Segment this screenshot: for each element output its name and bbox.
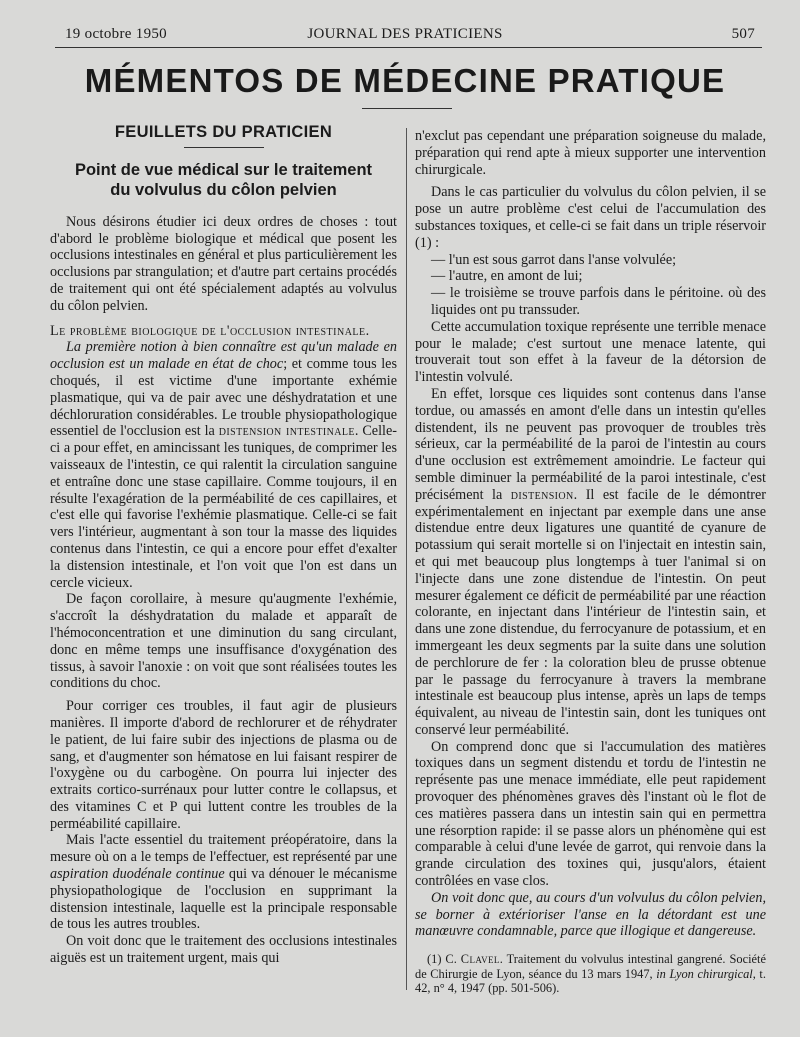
header-page-number: 507 xyxy=(731,26,755,42)
paragraph: Pour corriger ces troubles, il faut agir de plusieurs manières. Il importe d'abord de rechlorurer et de réhydrater le patient, de lui faire subir des injections de plasma ou de sang, et d'augmenter son hématose en lui faisant respirer de l'oxygène ou du carbogène. On pourra lui injecter des extraits cortico-surrénaux pour lutter contre le collapsus, et des vitamines C et P qui luttent contre les troubles de la perméabilité capillaire. xyxy=(50,698,397,832)
footnote-journal: in Lyon chirurgical xyxy=(656,966,753,981)
small-caps-text: distension xyxy=(510,486,574,503)
section-rule xyxy=(184,147,264,148)
paragraph xyxy=(50,339,397,591)
italic-text: La première notion à bien connaître est qu'un malade en occlusion est un malade en état de choc xyxy=(50,339,397,373)
footnote-text: (1) C. xyxy=(427,952,461,967)
paragraph: On voit donc que le traitement des occlusions intestinales aiguës est un traitement urgent, mais qui xyxy=(50,933,397,967)
footnote-text: . Traitement du volvulus intestinal gangrené. Société de Chirurgie de Lyon, séance du 13 mars 1947, xyxy=(415,952,766,981)
article-title-line-2: du volvulus du côlon pelvien xyxy=(110,180,337,199)
footnote-author: Clavel xyxy=(460,952,500,967)
section-title: FEUILLETS DU PRATICIEN xyxy=(114,123,333,141)
list-item: — l'autre, en amont de lui; xyxy=(431,268,583,285)
article-title-line-1: Point de vue médical sur le traitement xyxy=(74,160,373,179)
paragraph-text: ; et comme tous les choqués, il est victime d'une importante exhémie plasmatique, qui va de pair avec une déshydratation et une déchloruration considérables. Le trouble physiopathologique essentiel de l'occlusion est la xyxy=(50,356,397,440)
paragraph: Dans le cas particulier du volvulus du côlon pelvien, il se pose un autre problème c'est celui de l'accumulation des substances toxiques, et celle-ci se fait dans un triple réservoir (1) : xyxy=(415,184,766,251)
paragraph: On comprend donc que si l'accumulation des matières toxiques dans un segment distendu et tordu de l'intestin ne représente pas une menace immédiate, elle peut rapidement provoquer des phénomènes graves dès l'instant où le flot de ces matières passera dans un intestin sain qui en permettra une résorption rapide: il se passe alors un phénomène qui est comparable à celui d'une levée de garrot, qui renvoie dans la grande circulation des toxines qui, jusqu'alors, étaient contrôlées en vase clos. xyxy=(415,738,766,890)
article-title xyxy=(50,160,397,200)
paragraph-text: . Celle-ci a pour effet, en amincissant les tuniques, de comprimer les vaisseaux de l'intestin, ce qui ralentit la circulation sanguine et entraîne donc une stase capillaire. Comme toujours, il en résulte l'exagération de la perméabilité de ces capillaires, et c'est elle qui favorise l'exhémie plasmatique. Celle-ci se fait vers l'intérieur, augmentant à son tour la masse des liquides contenus dans l'intestin, ce qui a encore pour effet d'exalter la distension intestinale, et l'on voit que l'on est dans un cercle vicieux. xyxy=(50,423,397,591)
list-item: — le troisième se trouve parfois dans le péritoine. où des liquides ont pu transsuder. xyxy=(431,285,766,318)
subheading: Le problème biologique de l'occlusion intestinale. xyxy=(50,322,370,339)
header-journal-name: JOURNAL DES PRATICIENS xyxy=(307,26,503,42)
paragraph: Cette accumulation toxique représente une terrible menace pour le malade; c'est surtout une menace latente, qui trouverait tout son effet à la faveur de la détorsion de l'intestin volvulé. xyxy=(415,318,766,386)
paragraph xyxy=(415,386,766,739)
paragraph: Nous désirons étudier ici deux ordres de choses : tout d'abord le problème biologique et médical que posent les occlusions intestinales en général et plus particulièrement les occlusions par strangulation; et d'autre part certains procédés de traitement qui ont été spécialement adaptés au volvulus du côlon pelvien. xyxy=(50,213,397,314)
italic-text: aspiration duodénale continue xyxy=(50,866,225,883)
paragraph: De façon corollaire, à mesure qu'augmente l'exhémie, s'accroît la déshydratation du malade et apparaît de l'hémoconcentration et une diminution du sang circulant, donc en même temps une insuffisance d'oxygénation des tissus, à savoir l'anoxie : on voit que sont réalisées toutes les conditions du choc. xyxy=(50,591,397,692)
header-date: 19 octobre 1950 xyxy=(65,26,167,42)
paragraph xyxy=(50,832,397,933)
paragraph-text: Mais l'acte essentiel du traitement préopératoire, dans la mesure où on a le temps de l'effectuer, est représenté par une xyxy=(50,832,397,866)
right-column xyxy=(415,128,766,996)
small-caps-text: distension intestinale xyxy=(218,423,355,440)
column-divider xyxy=(406,128,407,990)
main-title: MÉMENTOS DE MÉDECINE PRATIQUE xyxy=(84,62,726,99)
header-rule xyxy=(55,47,762,48)
paragraph: n'exclut pas cependant une préparation soigneuse du malade, préparation qui rend apte à mieux supporter une intervention chirurgicale. xyxy=(415,128,766,178)
conclusion-paragraph: On voit donc que, au cours d'un volvulus du côlon pelvien, se borner à extérioriser l'anse en la détordant est une manœuvre condamnable, parce que illogique et dangereuse. xyxy=(415,889,766,940)
footnote-text: , t. 42, n° 4, 1947 (pp. 501-506). xyxy=(415,966,766,996)
paragraph-text: En effet, lorsque ces liquides sont contenus dans l'anse tordue, ou amassés en amont d'elle dans un intestin qu'elles distendent, ils ne peuvent pas provoquer de troubles très sérieux, car la perméabilité de la paroi de l'intestin au cours d'une occlusion est extrêmement amoindrie. Le facteur qui semble diminuer la perméabilité de la paroi intestinale, c'est précisément la xyxy=(415,385,766,503)
running-header xyxy=(55,22,755,44)
paragraph-text: . Il est facile de le démontrer expérimentalement en injectant par exemple dans une anse distendue entre deux ligatures une quantité de cyanure de potassium qui serait mortelle si on l'injectait en intestin sain, et qui met beaucoup plus longtemps à tuer l'animal si on l'injecte dans une zone distendue de l'intestin. On peut mesurer également ce déficit de perméabilité par une réaction colorante, en injectant dans l'intérieur de l'intestin sain, et dans une zone distendue, du ferrocyanure de potassium, et en immergeant les deux segments par la suite dans une solution de perchlorure de fer : la coloration bleu de prusse obtenue par le passage du ferrocyanure à travers la membrane intestinale est beaucoup plus intense, après un laps de temps équivalent, au niveau de l'intestin sain, dont les tuniques ont conservé leur perméabilité. xyxy=(415,486,767,738)
title-rule xyxy=(362,108,452,109)
footnote xyxy=(415,952,766,996)
list-item: — l'un est sous garrot dans l'anse volvulée; xyxy=(431,251,677,268)
left-column xyxy=(50,124,397,967)
paragraph-text: qui va dénouer le mécanisme physiopathologique de l'occlusion en supprimant la distension intestinale, laquelle est la principale responsable de tous les autres troubles. xyxy=(50,866,397,933)
